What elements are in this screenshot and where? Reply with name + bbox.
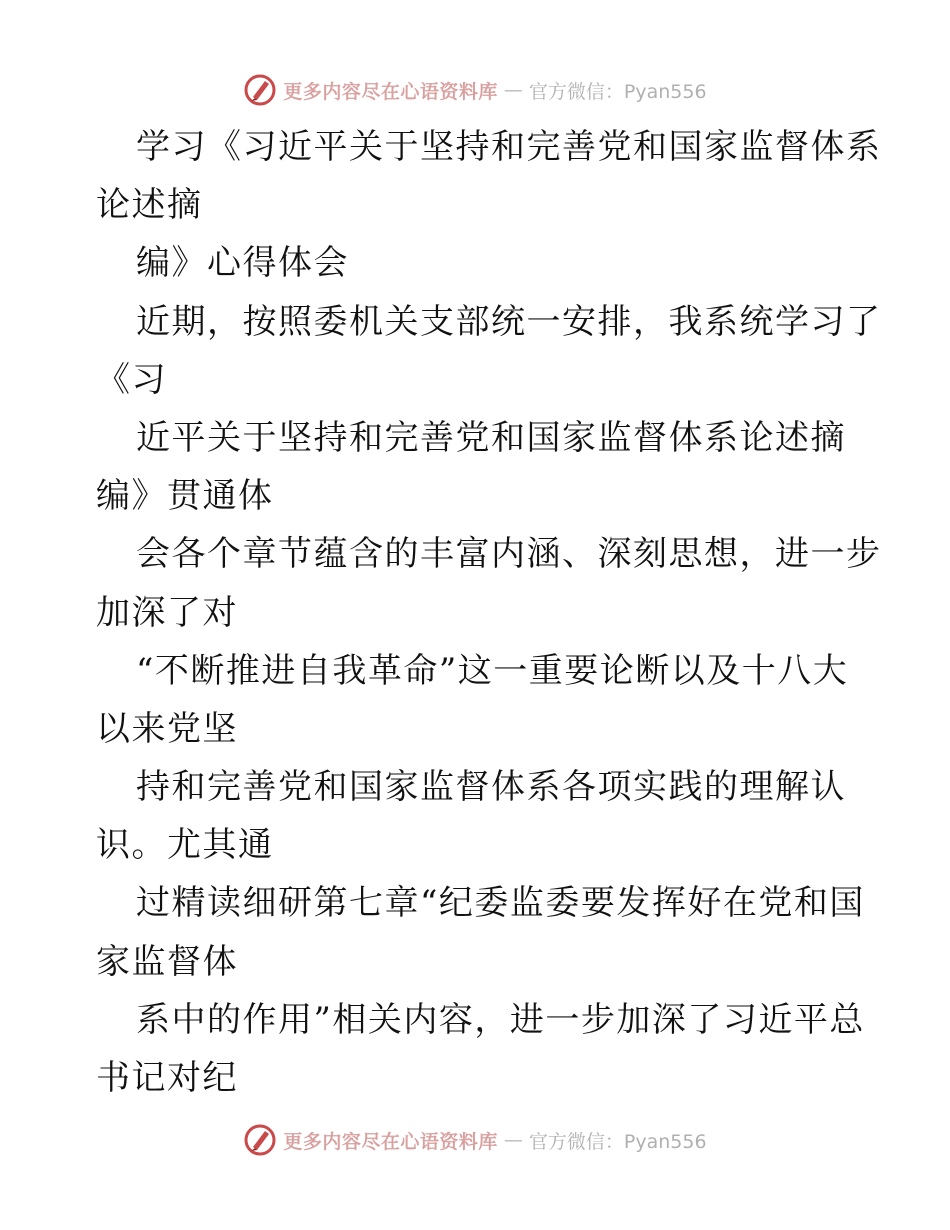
pen-circle-logo-icon xyxy=(243,1123,277,1157)
text-line: 加深了对 xyxy=(96,592,238,633)
text-line: 以来党坚 xyxy=(96,708,238,749)
text-line: 会各个章节蕴含的丰富内涵、深刻思想，进一步 xyxy=(136,534,882,575)
pen-circle-logo-icon xyxy=(243,73,277,107)
header-watermark xyxy=(0,72,950,108)
text-line: 编》心得体会 xyxy=(136,243,349,284)
footer-watermark xyxy=(0,1122,950,1158)
watermark-separator: — xyxy=(503,79,523,101)
text-line: 持和完善党和国家监督体系各项实践的理解认 xyxy=(136,767,846,808)
text-line: 识。尤其通 xyxy=(96,825,274,866)
text-line: “不断推进自我革命”这一重要论断以及十八大 xyxy=(136,650,849,691)
text-line: 学习《习近平关于坚持和完善党和国家监督体系 xyxy=(136,127,882,167)
text-line: 过精读细研第七章“纪委监委要发挥好在党和国 xyxy=(136,883,865,924)
document-body xyxy=(96,118,882,1107)
watermark-brand-text: 更多内容尽在心语资料库 xyxy=(283,80,498,103)
watermark-separator: — xyxy=(503,1129,523,1151)
text-line: 家监督体 xyxy=(96,941,238,982)
text-line: 编》贯通体 xyxy=(96,476,274,517)
text-line: 近平关于坚持和完善党和国家监督体系论述摘 xyxy=(136,417,846,458)
text-line: 书记对纪 xyxy=(96,1058,238,1098)
text-line: 《习 xyxy=(96,359,167,400)
watermark-brand-text: 更多内容尽在心语资料库 xyxy=(283,1130,498,1153)
watermark-wechat-text: 官方微信：Pyan556 xyxy=(528,80,707,103)
text-line: 系中的作用”相关内容，进一步加深了习近平总 xyxy=(136,999,865,1040)
text-line: 论述摘 xyxy=(96,185,203,226)
text-line: 近期，按照委机关支部统一安排，我系统学习了 xyxy=(136,301,882,342)
watermark-wechat-text: 官方微信：Pyan556 xyxy=(528,1130,707,1153)
